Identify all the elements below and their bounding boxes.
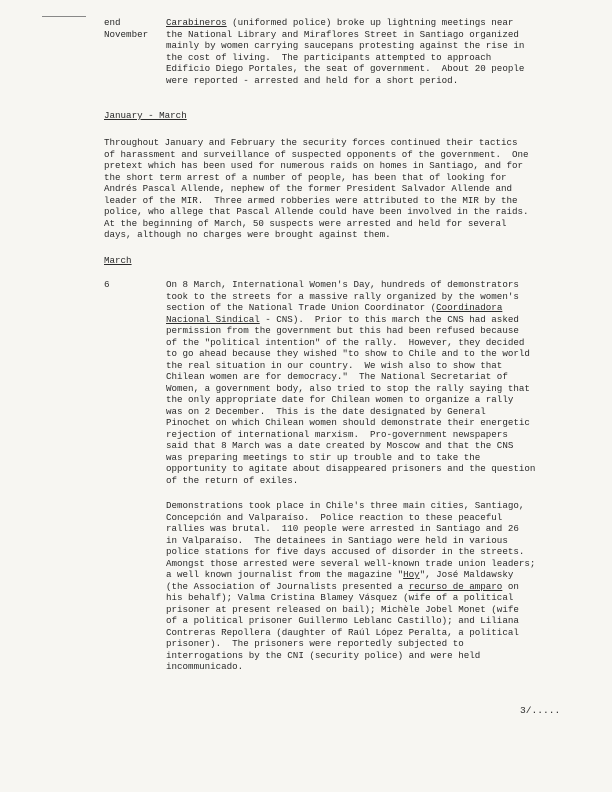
intro-line: were reported - arrested and held for a short period.	[166, 74, 459, 86]
hoy-magazine: Hoy	[403, 569, 420, 580]
intro-line: mainly by women carrying saucepans protesting against the rise in	[166, 40, 525, 51]
march-para2-line: Demonstrations took place in Chile's three main cities, Santiago,	[166, 500, 525, 511]
march-para1-line: of the "political intention" of the rally. However, they decided	[166, 336, 525, 348]
date-november: November	[104, 28, 149, 40]
march-para2-line: prisoner at present released on bail); Michèle Jobel Monet (wife	[166, 603, 519, 615]
march-para2-line: his behalf); Valma Cristina Blamey Vásquez (wife of a political	[166, 592, 514, 603]
jan-march-line: At the beginning of March, 50 suspects were arrested and held for several	[104, 217, 507, 229]
march-para1-line: was on 2 December. This is the date designated by General	[166, 405, 486, 417]
jan-march-line: Andrés Pascal Allende, nephew of the former President Salvador Allende and	[104, 183, 512, 194]
march-para2-line: police stations for five days accused of disorder in the streets.	[166, 546, 525, 557]
march-para1-line: opportunity to agitate about disappeared prisoners and the question	[166, 463, 536, 474]
intro-line: the cost of living. The participants attempted to approach	[166, 51, 492, 63]
march-para2-line: Amongst those arrested were several well-known trade union leaders;	[166, 557, 536, 569]
march-para1-line: On 8 March, International Women's Day, hundreds of demonstrators	[166, 279, 519, 290]
jan-march-line: leader of the MIR. Three armed robberies were attributed to the MIR by the	[104, 194, 518, 206]
heading-march: March	[104, 255, 132, 266]
march-para1-line: Women, a government body, also tried to stop the rally saying that	[166, 382, 530, 394]
march-para1-line: was preparing meetings to stir up trouble and to take the	[166, 451, 481, 463]
march-para2-line: a well known journalist from the magazine "Hoy", José Maldawsky	[166, 569, 514, 580]
jan-march-line: pretext which has been used for numerous raids on homes in Santiago, and for	[104, 160, 524, 171]
march-para1-line: to go ahead because they wished "to show to Chile and to the world	[166, 348, 530, 359]
march-para1-line: Nacional Sindical - CNS). Prior to this march the CNS had asked	[166, 313, 519, 325]
carabineros-term: Carabineros	[166, 17, 227, 28]
cns-name-part1: Coordinadora	[436, 302, 503, 313]
page-continuation: 3/.....	[520, 705, 561, 716]
march-para1-line: rejection of international marxism. Pro-government newspapers	[166, 428, 508, 440]
cns-name-part2: Nacional Sindical	[166, 313, 260, 325]
march-para2-line: Contreras Repollera (daughter of Raúl López Peralta, a political	[166, 626, 519, 638]
top-rule	[42, 16, 86, 17]
march-para2-line: interrogations by the CNI (security police) and were held	[166, 649, 481, 661]
march-para2-line: rallies was brutal. 110 people were arrested in Santiago and 26	[166, 523, 519, 534]
jan-march-line: days, although no charges were brought against them.	[104, 229, 391, 240]
march-para1-line: section of the National Trade Union Coordinator (Coordinadora	[166, 302, 503, 313]
jan-march-line: Throughout January and February the security forces continued their tactics	[104, 137, 518, 148]
march-para1-line: of the return of exiles.	[166, 474, 299, 486]
march-para1-line: said that 8 March was a date created by Moscow and that the CNS	[166, 440, 514, 451]
march-para1-line: Chilean women are for democracy." The National Secretariat of	[166, 371, 508, 382]
intro-line: the National Library and Miraflores Street in Santiago organized	[166, 28, 519, 40]
march-para1-line: Pinochet on which Chilean women should demonstrate their energetic	[166, 417, 530, 428]
march-para2-line: of a political prisoner Guillermo Leblanc Castillo); and Liliana	[166, 615, 519, 626]
recurso-de-amparo: recurso de amparo	[408, 580, 503, 592]
march-para1-line: permission from the government but this had been refused because	[166, 325, 519, 336]
heading-january-march: January - March	[104, 110, 187, 121]
march-para2-line: (the Association of Journalists presented a recurso de amparo on	[166, 580, 519, 592]
jan-march-line: the short term arrest of a number of people, has been that of looking for	[104, 171, 507, 183]
march-para1-line: the only appropriate date for Chilean women to organize a rally	[166, 394, 514, 405]
march-para2-line: incommunicado.	[166, 661, 244, 672]
jan-march-line: police, who allege that Pascal Allende could have been involved in the raids.	[104, 206, 529, 217]
date-end: end	[104, 17, 121, 28]
march-para2-line: Concepción and Valparaíso. Police reaction to these peaceful	[166, 511, 503, 523]
march-para1-line: took to the streets for a massive rally organized by the women's	[166, 290, 519, 302]
day-number: 6	[104, 279, 110, 290]
march-para2-line: in Valparaíso. The detainees in Santiago were held in various	[166, 534, 508, 546]
march-para2-line: prisoner). The prisoners were reportedly subjected to	[166, 638, 464, 649]
intro-line: Edificio Diego Portales, the seat of government. About 20 people	[166, 63, 525, 74]
intro-line-0: Carabineros (uniformed police) broke up lightning meetings near	[166, 17, 514, 28]
jan-march-line: of harassment and surveillance of suspected opponents of the government. One	[104, 148, 529, 160]
march-para1-line: the real situation in our country. We wish also to show that	[166, 359, 503, 371]
